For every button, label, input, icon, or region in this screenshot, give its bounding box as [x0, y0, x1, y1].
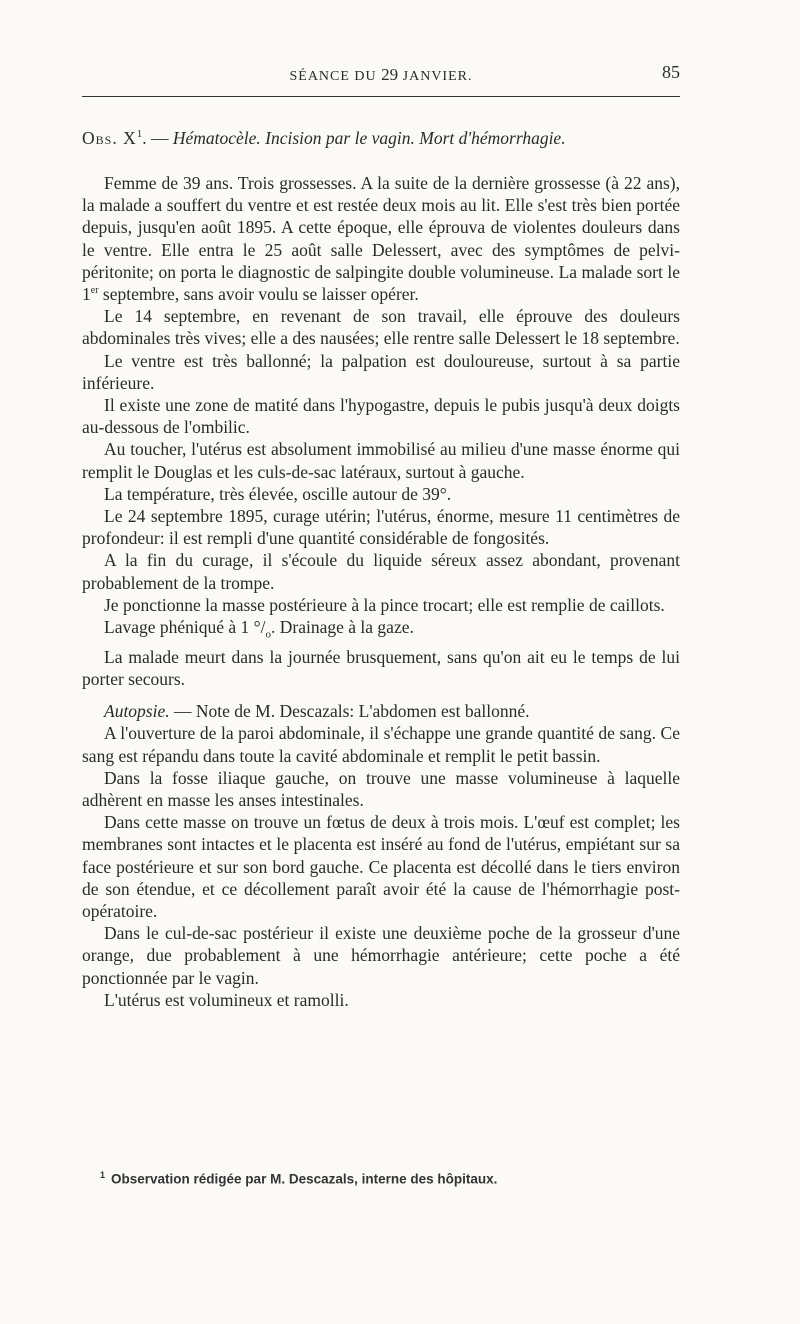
running-head-title-start: SÉANCE DU: [289, 69, 382, 84]
heading-dash: . —: [142, 128, 173, 148]
footnote-text: Observation rédigée par M. Descazals, interne des hôpitaux.: [111, 1171, 498, 1187]
paragraph-text: Femme de 39 ans. Trois grossesses. A la suite de la dernière grossesse (à 22 ans), la malade a souffert du ventre et est restée deux mois au lit. Elle s'est très bien portée depuis, jusqu'en août 1895. A cette époque, elle éprouva de violentes douleurs dans le ventre. Elle entra le 25 août salle Delessert, avec des symptômes de pelvi-péritonite; on porta le diagnostic de salpingite double volumineuse. La malade sort le: [82, 173, 680, 282]
paragraph-text: Lavage phéniqué à 1 °/: [104, 617, 266, 638]
observation-label: Obs. X: [82, 128, 137, 148]
paragraph: A la fin du curage, il s'écoule du liquide séreux assez abondant, provenant probablement de la trompe.: [82, 550, 680, 593]
paragraph: A l'ouverture de la paroi abdominale, il s'échappe une grande quantité de sang. Ce sang est répandu dans toute la cavité abdominale et remplit le petit bassin.: [82, 723, 680, 766]
paragraph: Dans le cul-de-sac postérieur il existe une deuxième poche de la grosseur d'une orange, due probablement à une hémorrhagie antérieure; cette poche a été ponctionnée par le vagin.: [82, 923, 680, 988]
paragraph: Le 14 septembre, en revenant de son travail, elle éprouve des douleurs abdominales très vives; elle a des nausées; elle rentre salle Delessert le 18 septembre.: [82, 306, 680, 349]
body-text: [82, 172, 680, 1011]
running-head-date-number: 29: [381, 65, 399, 84]
footnote-reference: 1: [136, 128, 143, 141]
page-number: 85: [662, 62, 680, 82]
paragraph: Dans la fosse iliaque gauche, on trouve une masse volumineuse à laquelle adhèrent en masse les anses intestinales.: [82, 767, 680, 810]
header-rule: [82, 96, 680, 97]
paragraph: L'utérus est volumineux et ramolli.: [104, 989, 349, 1010]
paragraph: [82, 172, 680, 305]
paragraph-text: 1: [82, 284, 91, 305]
paragraph-text: — Note de M. Descazals: L'abdomen est ballonné.: [169, 701, 530, 722]
paragraph: La malade meurt dans la journée brusquement, sans qu'on ait eu le temps de lui porter secours.: [82, 646, 680, 689]
observation-heading: [82, 128, 682, 149]
paragraph: Dans cette masse on trouve un fœtus de deux à trois mois. L'œuf est complet; les membranes sont intactes et le placenta est inséré au fond de l'utérus, empiétant sur sa face postérieure et sur son bord gauche. Ce placenta est décollé dans le tiers environ de son étendue, et ce décollement paraît avoir été la cause de l'hémorrhagie post-opératoire.: [82, 812, 680, 921]
paragraph: [82, 616, 680, 646]
per-mille-subscript: o: [265, 628, 272, 641]
running-head-title: [82, 65, 680, 85]
running-head: [82, 62, 680, 86]
footnote-mark: 1: [100, 1170, 106, 1180]
paragraph-text: septembre, sans avoir voulu se laisser opérer.: [98, 284, 419, 305]
ordinal-superscript: er: [90, 285, 99, 297]
paragraph: Le ventre est très ballonné; la palpation est douloureuse, surtout à sa partie inférieure.: [82, 350, 680, 393]
paragraph: Il existe une zone de matité dans l'hypogastre, depuis le pubis jusqu'à deux doigts au-dessous de l'ombilic.: [82, 395, 680, 438]
paragraph: Au toucher, l'utérus est absolument immobilisé au milieu d'une masse énorme qui remplit le Douglas et les culs-de-sac latéraux, surtout à gauche.: [82, 439, 680, 482]
autopsy-heading: Autopsie.: [104, 701, 170, 722]
paragraph: Le 24 septembre 1895, curage utérin; l'utérus, énorme, mesure 11 centimètres de profondeur: il est rempli d'une quantité considérable de fongosités.: [82, 506, 680, 549]
observation-title: Hématocèle. Incision par le vagin. Mort d'hémorrhagie.: [172, 128, 566, 148]
paragraph-text: . Drainage à la gaze.: [271, 617, 414, 638]
footnote: [100, 1170, 680, 1187]
running-head-title-end: JANVIER.: [398, 69, 473, 84]
paragraph: La température, très élevée, oscille autour de 39°.: [104, 483, 452, 504]
paragraph: Je ponctionne la masse postérieure à la pince trocart; elle est remplie de caillots.: [104, 594, 665, 615]
autopsy-paragraph: [82, 700, 680, 722]
